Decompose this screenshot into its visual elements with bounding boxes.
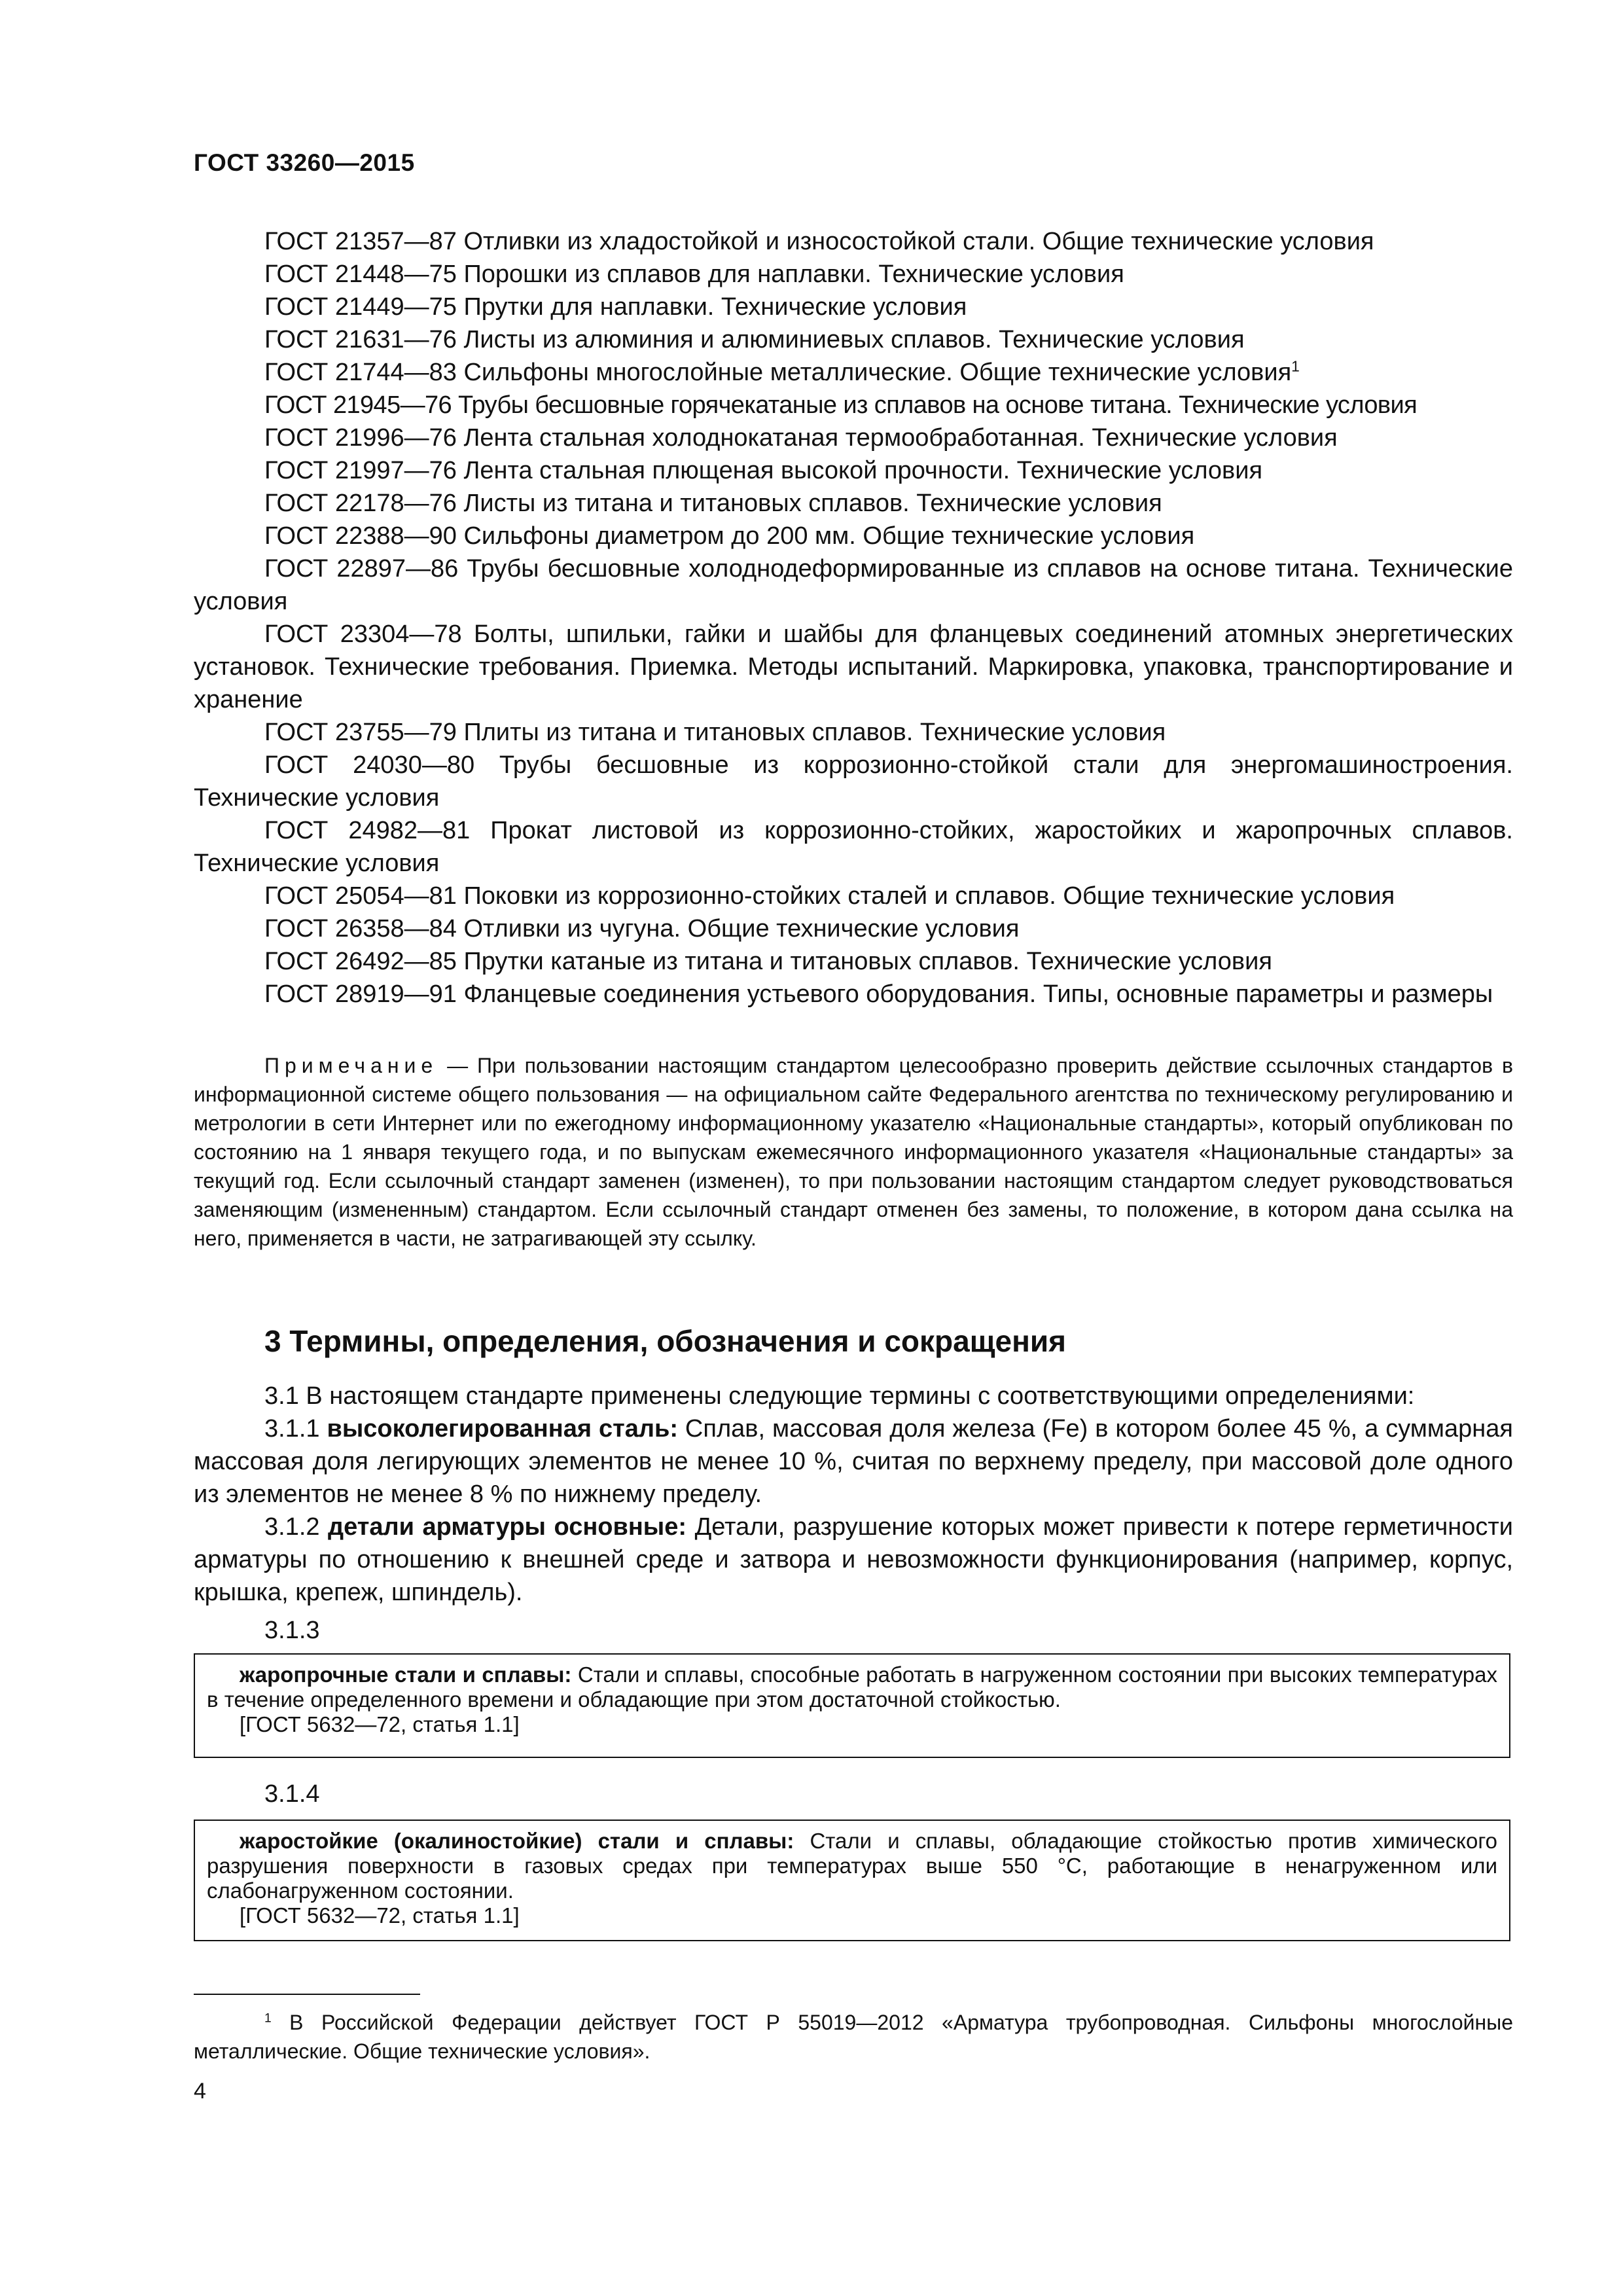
reference-item: ГОСТ 22388—90 Сильфоны диаметром до 200 мм. Общие технические условия	[264, 522, 1195, 550]
term-text: Стали и сплавы, обладающие стойкостью против химического разрушения поверхности в газовых средах при температурах выше 550 °С, работающие в ненагруженном или слабонагруженном состоянии.	[207, 1829, 1497, 1903]
term-definition: Сплав, массовая доля железа (Fe) в котором более 45 %, а суммарная массовая доля легирующих элементов не менее 10 %, считая по верхнему пределу, при массовой доле одного из элементов не менее 8 % по нижнему пределу.	[194, 1415, 1513, 1508]
term-box-3-1-4	[194, 1820, 1510, 1941]
reference-item: ГОСТ 24982—81 Прокат листовой из коррозионно-стойких, жаростойких и жаропрочных сплавов. Технические условия	[194, 817, 1513, 877]
reference-item: ГОСТ 26358—84 Отливки из чугуна. Общие технические условия	[264, 915, 1020, 942]
reference-item: ГОСТ 23755—79 Плиты из титана и титановых сплавов. Технические условия	[264, 719, 1166, 746]
clause-number: 3.1.1	[264, 1415, 327, 1443]
reference-item: ГОСТ 21945—76 Трубы бесшовные горячекатаные из сплавов на основе титана. Технические условия	[264, 391, 1418, 419]
reference-item: ГОСТ 22897—86 Трубы бесшовные холоднодеформированные из сплавов на основе титана. Технические условия	[194, 555, 1513, 615]
paragraph-3-1-1	[194, 1412, 1513, 1511]
term-definition	[207, 1829, 1497, 1903]
clause-number-3-1-3: 3.1.3	[264, 1617, 320, 1644]
term-name: жаростойкие (окалиностойкие) стали и сплавы:	[240, 1829, 794, 1853]
note-text: — При пользовании настоящим стандартом целесообразно проверить действие ссылочных стандартов в информационной системе общего пользования — на официальном сайте Федерального агентства по техническому регулированию и метрологии в сети Интернет или по ежегодному информационному указателю «Национальные стандарты», который опубликован по состоянию на 1 января текущего года, и по выпускам ежемесячного информационного указателя «Национальные стандарты» за текущий год. Если ссылочный стандарт заменен (изменен), то при пользовании настоящим стандартом следует руководствоваться заменяющим (измененным) стандартом. Если ссылочный стандарт отменен без замены, то положение, в котором дана ссылка на него, применяется в части, не затрагивающей эту ссылку.	[194, 1054, 1513, 1250]
term-name: детали арматуры основные:	[328, 1513, 687, 1541]
document-header: ГОСТ 33260—2015	[194, 149, 415, 176]
section-heading: 3 Термины, определения, обозначения и сокращения	[264, 1324, 1066, 1358]
reference-item: ГОСТ 21997—76 Лента стальная плющеная высокой прочности. Технические условия	[264, 457, 1263, 484]
reference-item: ГОСТ 21357—87 Отливки из хладостойкой и износостойкой стали. Общие технические условия	[264, 228, 1374, 255]
footnote-divider	[194, 1994, 420, 1995]
term-box-3-1-3	[194, 1653, 1510, 1758]
page-number: 4	[194, 2079, 206, 2104]
reference-item: ГОСТ 21631—76 Листы из алюминия и алюминиевых сплавов. Технические условия	[264, 326, 1245, 353]
footnote-marker: 1	[264, 2011, 272, 2026]
reference-item: ГОСТ 21448—75 Порошки из сплавов для наплавки. Технические условия	[264, 260, 1124, 288]
term-source: [ГОСТ 5632—72, статья 1.1]	[240, 1903, 520, 1928]
reference-item: ГОСТ 25054—81 Поковки из коррозионно-стойких сталей и сплавов. Общие технические условия	[264, 882, 1395, 910]
footnote-text: В Российской Федерации действует ГОСТ Р 55019—2012 «Арматура трубопроводная. Сильфоны многослойные металлические. Общие технические условия».	[194, 2011, 1513, 2063]
term-definition	[207, 1662, 1497, 1712]
term-source: [ГОСТ 5632—72, статья 1.1]	[240, 1712, 520, 1736]
term-name: жаропрочные стали и сплавы:	[240, 1662, 572, 1687]
reference-item: ГОСТ 22178—76 Листы из титана и титановых сплавов. Технические условия	[264, 490, 1162, 517]
term-text: Стали и сплавы, способные работать в нагруженном состоянии при высоких температурах в течение определенного времени и обладающие при этом достаточной стойкостью.	[207, 1662, 1497, 1712]
section-body	[194, 1380, 1513, 1609]
footnote	[194, 2008, 1513, 2066]
reference-item: ГОСТ 23304—78 Болты, шпильки, гайки и шайбы для фланцевых соединений атомных энергетических установок. Технические требования. Приемка. Методы испытаний. Маркировка, упаковка, транспортирование и хранение	[194, 620, 1513, 713]
reference-item: ГОСТ 26492—85 Прутки катаные из титана и титановых сплавов. Технические условия	[264, 948, 1272, 975]
term-name: высоколегированная сталь:	[327, 1415, 678, 1443]
reference-item: ГОСТ 28919—91 Фланцевые соединения устьевого оборудования. Типы, основные параметры и размеры	[264, 980, 1493, 1008]
reference-item-with-footnote	[194, 356, 1513, 389]
note-paragraph	[194, 1051, 1513, 1253]
paragraph-3-1-2	[194, 1511, 1513, 1609]
reference-item: ГОСТ 21449—75 Прутки для наплавки. Технические условия	[264, 293, 967, 321]
reference-text: ГОСТ 21744—83 Сильфоны многослойные металлические. Общие технические условия	[264, 359, 1292, 386]
paragraph-3-1: 3.1 В настоящем стандарте применены следующие термины с соответствующими определениями:	[264, 1382, 1415, 1410]
footnote-marker: 1	[1291, 357, 1300, 375]
reference-list	[194, 225, 1513, 1011]
note-label: Примечание	[264, 1054, 438, 1077]
reference-item: ГОСТ 24030—80 Трубы бесшовные из коррозионно-стойкой стали для энергомашиностроения. Технические условия	[194, 751, 1513, 812]
reference-item: ГОСТ 21996—76 Лента стальная холоднокатаная термообработанная. Технические условия	[264, 424, 1338, 452]
clause-number-3-1-4: 3.1.4	[264, 1780, 320, 1808]
clause-number: 3.1.2	[264, 1513, 329, 1541]
term-definition: Детали, разрушение которых может привести к потере герметичности арматуры по отношению к внешней среде и затвора и невозможности функционирования (например, корпус, крышка, крепеж, шпиндель).	[194, 1513, 1513, 1606]
